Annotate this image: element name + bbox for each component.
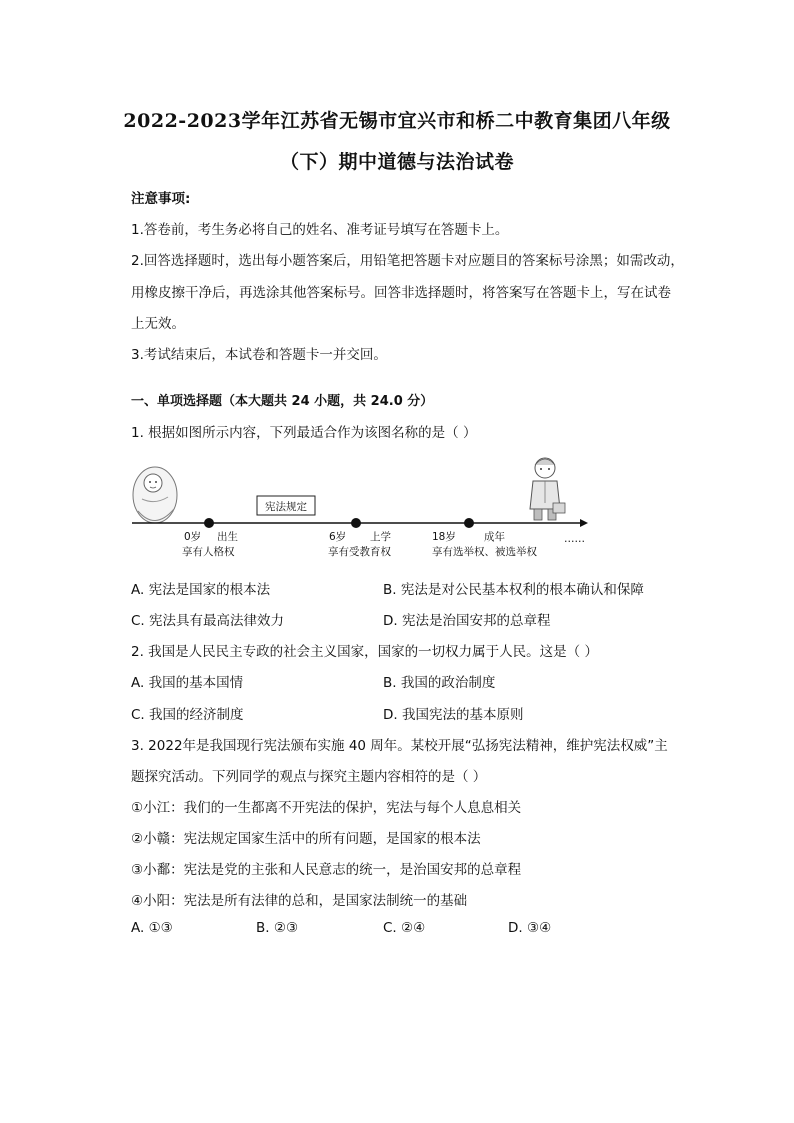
q1-option-a: A. 宪法是国家的根本法 <box>131 582 271 598</box>
point-1-age: 0岁 <box>184 531 202 543</box>
q3-statement-2: ②小赣：宪法规定国家生活中的所有问题，是国家的根本法 <box>131 831 481 847</box>
q3-option-c: C. ②④ <box>383 920 426 936</box>
timeline-point-school <box>351 518 361 528</box>
q3-option-b: B. ②③ <box>256 920 299 936</box>
timeline-point-birth <box>204 518 214 528</box>
section-heading: 一、单项选择题（本大题共 24 小题，共 24.0 分） <box>131 394 434 409</box>
point-3-right: 享有选举权、被选举权 <box>432 546 537 558</box>
notice-item-1: 1.答卷前，考生务必将自己的姓名、准考证号填写在答题卡上。 <box>131 222 509 238</box>
point-2-age: 6岁 <box>329 531 347 543</box>
q3-option-d: D. ③④ <box>508 920 552 936</box>
q1-option-c: C. 宪法具有最高法律效力 <box>131 613 285 629</box>
constitution-label: 宪法规定 <box>265 501 307 513</box>
adult-icon <box>530 458 565 520</box>
q2-option-a: A. 我国的基本国情 <box>131 675 244 691</box>
q2-option-b: B. 我国的政治制度 <box>383 675 496 691</box>
notice-item-3: 3.考试结束后，本试卷和答题卡一并交回。 <box>131 347 387 363</box>
point-1-event: 出生 <box>217 531 238 543</box>
q1-option-b: B. 宪法是对公民基本权利的根本确认和保障 <box>383 582 644 598</box>
constitution-label-box <box>257 496 315 515</box>
question-2-stem: 2. 我国是人民民主专政的社会主义国家，国家的一切权力属于人民。这是（ ） <box>131 644 598 660</box>
point-1-right: 享有人格权 <box>182 546 235 558</box>
timeline-ellipsis: …… <box>564 533 585 545</box>
timeline-arrow-icon <box>580 519 588 527</box>
timeline-point-adult <box>464 518 474 528</box>
notice-item-2-line3: 上无效。 <box>131 316 185 332</box>
q2-option-c: C. 我国的经济制度 <box>131 707 244 723</box>
exam-title-line2: （下）期中道德与法治试卷 <box>279 151 514 173</box>
q3-statement-1: ①小江：我们的一生都离不开宪法的保护，宪法与每个人息息相关 <box>131 800 522 816</box>
point-3-event: 成年 <box>484 531 505 543</box>
point-3-age: 18岁 <box>432 531 456 543</box>
q1-option-d: D. 宪法是治国安邦的总章程 <box>383 613 551 629</box>
lifeline-figure <box>128 453 598 563</box>
point-2-event: 上学 <box>370 531 391 543</box>
notice-item-2-line1: 2.回答选择题时，选出每小题答案后，用铅笔把答题卡对应题目的答案标号涂黑；如需改动， <box>131 253 684 269</box>
notice-item-2-line2: 用橡皮擦干净后，再选涂其他答案标号。回答非选择题时，将答案写在答题卡上，写在试卷 <box>131 285 671 301</box>
question-1-stem: 1. 根据如图所示内容，下列最适合作为该图名称的是（ ） <box>131 425 477 441</box>
question-3-stem-line2: 题探究活动。下列同学的观点与探究主题内容相符的是（ ） <box>131 769 487 785</box>
q2-option-d: D. 我国宪法的基本原则 <box>383 707 524 723</box>
baby-icon <box>133 467 177 523</box>
q3-option-a: A. ①③ <box>131 920 173 936</box>
q3-statement-4: ④小阳：宪法是所有法律的总和，是国家法制统一的基础 <box>131 893 468 909</box>
q3-statement-3: ③小鄱：宪法是党的主张和人民意志的统一，是治国安邦的总章程 <box>131 862 522 878</box>
point-2-right: 享有受教育权 <box>328 546 391 558</box>
notice-heading: 注意事项: <box>131 191 191 207</box>
exam-title-line1: 2022-2023学年江苏省无锡市宜兴市和桥二中教育集团八年级 <box>123 110 671 132</box>
question-3-stem-line1: 3. 2022年是我国现行宪法颁布实施 40 周年。某校开展“弘扬宪法精神，维护宪法权威”主 <box>131 738 668 754</box>
